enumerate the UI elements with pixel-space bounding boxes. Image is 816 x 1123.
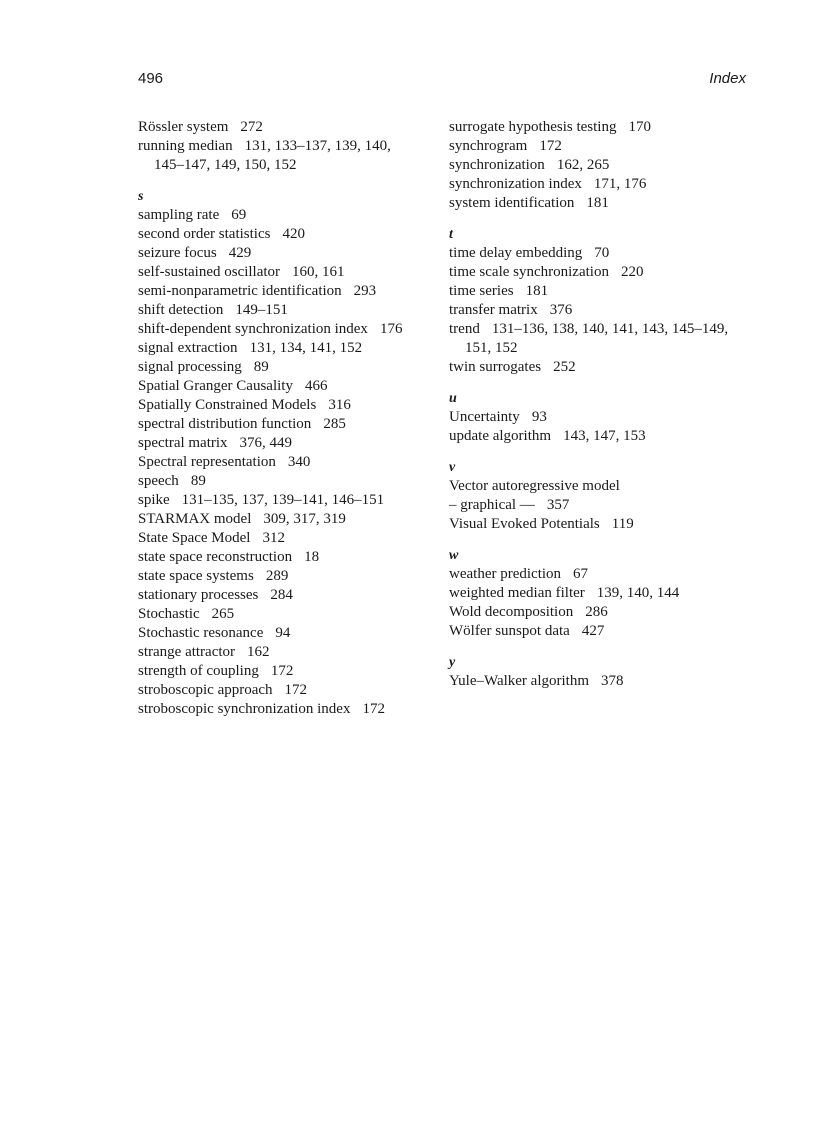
index-pages: 171, 176 bbox=[593, 176, 647, 192]
index-term: signal extraction bbox=[138, 340, 238, 356]
index-entry bbox=[138, 339, 413, 358]
index-pages: 131, 134, 141, 152 bbox=[249, 340, 363, 356]
index-pages: 286 bbox=[585, 604, 608, 620]
index-entry bbox=[138, 415, 413, 434]
index-term: self-sustained oscillator bbox=[138, 264, 281, 280]
index-pages: 220 bbox=[620, 264, 644, 280]
index-entry bbox=[138, 453, 413, 472]
index-entry bbox=[138, 624, 413, 643]
index-pages: 172 bbox=[270, 663, 294, 679]
index-term: stroboscopic synchronization index bbox=[138, 701, 351, 717]
index-entry bbox=[449, 565, 749, 584]
index-entry bbox=[449, 244, 749, 263]
index-letter-heading: s bbox=[138, 189, 144, 204]
index-entry bbox=[138, 377, 413, 396]
index-pages: 284 bbox=[270, 587, 293, 603]
index-entry bbox=[138, 491, 413, 510]
index-term: – graphical — bbox=[449, 497, 535, 513]
index-term: weather prediction bbox=[449, 566, 562, 582]
index-entry bbox=[138, 358, 413, 377]
index-pages: 131–136, 138, 140, 141, 143, 145–149, 151, 152 bbox=[465, 321, 729, 356]
index-entry bbox=[449, 477, 749, 496]
index-group-t bbox=[449, 244, 749, 377]
index-term: STARMAX model bbox=[138, 511, 252, 527]
index-entry bbox=[449, 672, 749, 691]
index-term: stationary processes bbox=[138, 587, 259, 603]
index-pages: 162 bbox=[247, 644, 270, 660]
index-pages: 181 bbox=[525, 283, 549, 299]
index-pages: 69 bbox=[231, 207, 247, 223]
index-pages: 172 bbox=[284, 682, 308, 698]
index-pages: 70 bbox=[594, 245, 610, 261]
index-term: signal processing bbox=[138, 359, 242, 375]
index-entry bbox=[449, 301, 749, 320]
index-term: update algorithm bbox=[449, 428, 552, 444]
index-pages: 427 bbox=[581, 623, 605, 639]
index-pages: 420 bbox=[282, 226, 305, 242]
index-term: Stochastic bbox=[138, 606, 200, 622]
index-pages: 131, 133–137, 139, 140, 145–147, 149, 150, 152 bbox=[154, 138, 391, 173]
index-entry bbox=[138, 282, 413, 301]
index-entry bbox=[449, 282, 749, 301]
index-term: Spectral representation bbox=[138, 454, 276, 470]
index-entry bbox=[449, 118, 749, 137]
index-term: Rössler system bbox=[138, 119, 229, 135]
index-entry bbox=[449, 320, 749, 358]
index-term: Wölfer sunspot data bbox=[449, 623, 570, 639]
index-term: trend bbox=[449, 321, 480, 337]
index-term: seizure focus bbox=[138, 245, 217, 261]
index-term: transfer matrix bbox=[449, 302, 538, 318]
index-entry bbox=[138, 396, 413, 415]
index-group-y bbox=[449, 672, 749, 691]
index-group-s bbox=[138, 206, 413, 719]
index-entry bbox=[138, 434, 413, 453]
index-pages: 378 bbox=[601, 673, 624, 689]
index-term: time scale synchronization bbox=[449, 264, 609, 280]
index-term: synchronization index bbox=[449, 176, 582, 192]
index-pages: 429 bbox=[228, 245, 252, 261]
index-pages: 357 bbox=[546, 497, 570, 513]
index-entry bbox=[138, 510, 413, 529]
index-term: Stochastic resonance bbox=[138, 625, 264, 641]
index-entry bbox=[449, 175, 749, 194]
index-term: Spatially Constrained Models bbox=[138, 397, 317, 413]
index-letter-heading: t bbox=[449, 227, 453, 242]
index-term: running median bbox=[138, 138, 233, 154]
index-term: speech bbox=[138, 473, 179, 489]
index-entry bbox=[449, 408, 749, 427]
index-letter-heading: v bbox=[449, 460, 456, 475]
index-term: Yule–Walker algorithm bbox=[449, 673, 590, 689]
index-term: Spatial Granger Causality bbox=[138, 378, 293, 394]
index-entry bbox=[138, 643, 413, 662]
index-term: system identification bbox=[449, 195, 575, 211]
index-pages: 466 bbox=[304, 378, 328, 394]
index-column-left bbox=[138, 118, 413, 719]
index-term: twin surrogates bbox=[449, 359, 542, 375]
index-term: spike bbox=[138, 492, 170, 508]
index-term: semi-nonparametric identification bbox=[138, 283, 342, 299]
index-letter-heading: w bbox=[449, 548, 459, 563]
index-term: stroboscopic approach bbox=[138, 682, 273, 698]
page-number: 496 bbox=[138, 70, 164, 87]
index-entry bbox=[138, 548, 413, 567]
index-pages: 312 bbox=[262, 530, 285, 546]
index-entry bbox=[449, 515, 749, 534]
index-entry bbox=[138, 662, 413, 681]
index-pages: 119 bbox=[611, 516, 634, 532]
index-group-v bbox=[449, 477, 749, 534]
index-pages: 143, 147, 153 bbox=[563, 428, 646, 444]
index-term: synchronization bbox=[449, 157, 545, 173]
index-entry bbox=[449, 358, 749, 377]
index-term: weighted median filter bbox=[449, 585, 585, 601]
index-pages: 139, 140, 144 bbox=[596, 585, 680, 601]
index-term: sampling rate bbox=[138, 207, 220, 223]
index-term: state space systems bbox=[138, 568, 254, 584]
index-pages: 289 bbox=[265, 568, 289, 584]
index-entry bbox=[138, 301, 413, 320]
index-entry bbox=[138, 700, 413, 719]
index-term: shift-dependent synchronization index bbox=[138, 321, 368, 337]
index-entry bbox=[138, 567, 413, 586]
index-term: spectral matrix bbox=[138, 435, 228, 451]
index-pages: 67 bbox=[573, 566, 589, 582]
index-entry bbox=[449, 194, 749, 213]
index-pages: 170 bbox=[628, 119, 651, 135]
section-title: Index bbox=[709, 70, 746, 87]
index-term: second order statistics bbox=[138, 226, 271, 242]
index-pages: 265 bbox=[211, 606, 235, 622]
index-entry bbox=[138, 263, 413, 282]
index-pages: 149–151 bbox=[235, 302, 288, 318]
index-entry bbox=[449, 584, 749, 603]
index-entry bbox=[138, 605, 413, 624]
index-entry bbox=[138, 681, 413, 700]
index-pages: 172 bbox=[539, 138, 562, 154]
index-entry bbox=[138, 472, 413, 491]
index-term: state space reconstruction bbox=[138, 549, 293, 565]
index-pages: 181 bbox=[586, 195, 609, 211]
index-entry bbox=[449, 263, 749, 282]
index-column-right bbox=[449, 118, 749, 691]
index-pages: 293 bbox=[353, 283, 377, 299]
index-term: spectral distribution function bbox=[138, 416, 312, 432]
index-pages: 131–135, 137, 139–141, 146–151 bbox=[181, 492, 385, 508]
index-pages: 340 bbox=[287, 454, 311, 470]
index-term: Wold decomposition bbox=[449, 604, 574, 620]
index-pages: 162, 265 bbox=[556, 157, 610, 173]
index-term: Uncertainty bbox=[449, 409, 520, 425]
index-entries-pre-s bbox=[138, 118, 413, 175]
index-entry bbox=[138, 320, 413, 339]
index-term: shift detection bbox=[138, 302, 224, 318]
index-group-u bbox=[449, 408, 749, 446]
index-term: surrogate hypothesis testing bbox=[449, 119, 617, 135]
index-entry bbox=[449, 496, 749, 515]
index-pages: 18 bbox=[304, 549, 320, 565]
index-entry bbox=[138, 244, 413, 263]
index-entry bbox=[138, 206, 413, 225]
index-pages: 89 bbox=[190, 473, 206, 489]
index-entry bbox=[138, 529, 413, 548]
index-entry bbox=[449, 156, 749, 175]
index-pages: 160, 161 bbox=[292, 264, 345, 280]
index-entry bbox=[449, 622, 749, 641]
index-pages: 316 bbox=[328, 397, 351, 413]
index-term: State Space Model bbox=[138, 530, 251, 546]
index-pages: 172 bbox=[362, 701, 385, 717]
index-entry bbox=[138, 225, 413, 244]
index-group-w bbox=[449, 565, 749, 641]
index-pages: 89 bbox=[253, 359, 269, 375]
index-entry bbox=[449, 137, 749, 156]
index-pages: 272 bbox=[240, 119, 263, 135]
index-pages: 376 bbox=[549, 302, 573, 318]
index-term: Vector autoregressive model bbox=[449, 478, 620, 494]
index-term: synchrogram bbox=[449, 138, 528, 154]
index-entry bbox=[138, 586, 413, 605]
index-term: strength of coupling bbox=[138, 663, 259, 679]
index-term: Visual Evoked Potentials bbox=[449, 516, 600, 532]
index-entry bbox=[138, 137, 413, 175]
index-pages: 309, 317, 319 bbox=[263, 511, 346, 527]
index-letter-heading: y bbox=[449, 655, 456, 670]
index-term: time delay embedding bbox=[449, 245, 583, 261]
index-pages: 94 bbox=[275, 625, 291, 641]
running-head bbox=[138, 70, 746, 90]
index-term: time series bbox=[449, 283, 514, 299]
index-pages: 376, 449 bbox=[239, 435, 293, 451]
index-pages: 285 bbox=[323, 416, 346, 432]
index-entries-pre-t bbox=[449, 118, 749, 213]
index-term: strange attractor bbox=[138, 644, 236, 660]
index-entry bbox=[449, 427, 749, 446]
index-pages: 93 bbox=[531, 409, 547, 425]
index-letter-heading: u bbox=[449, 391, 457, 406]
index-pages: 252 bbox=[553, 359, 576, 375]
index-entry bbox=[449, 603, 749, 622]
index-entry bbox=[138, 118, 413, 137]
index-pages: 176 bbox=[379, 321, 403, 337]
